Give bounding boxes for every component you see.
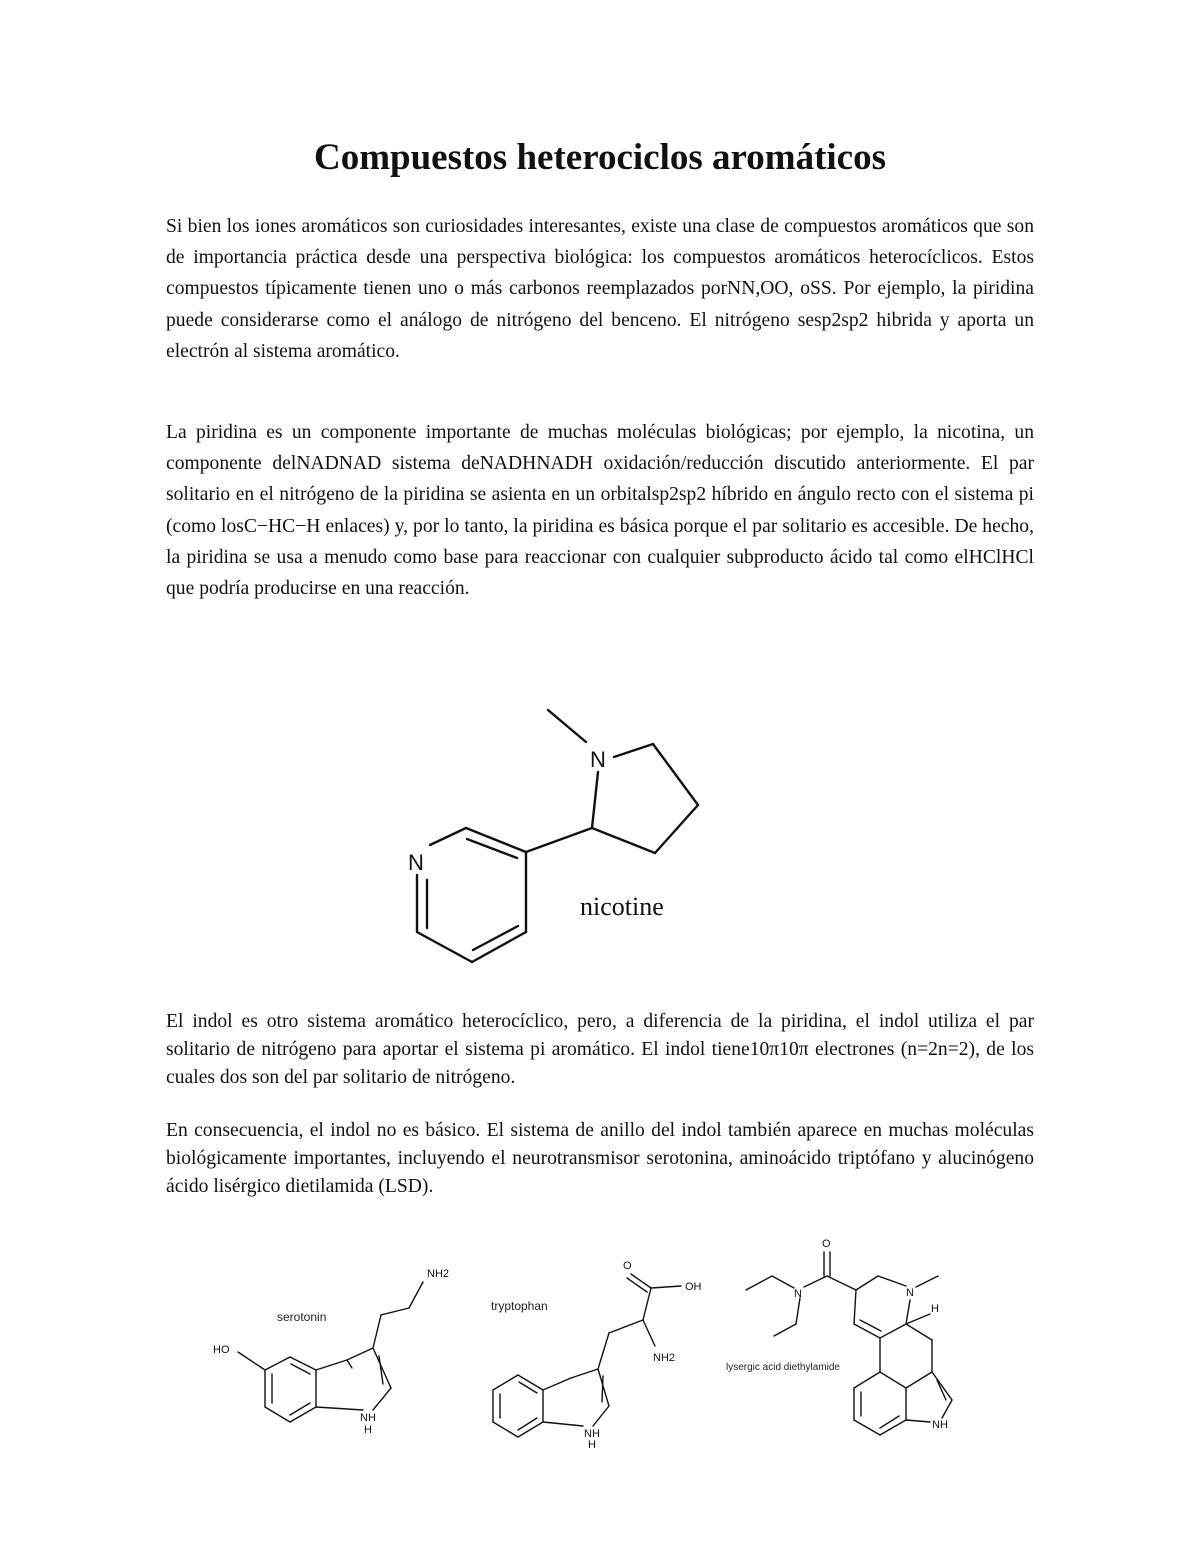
- page-title: Compuestos heterociclos aromáticos: [313, 137, 887, 178]
- serotonin-atom-nh2: NH2: [427, 1268, 450, 1280]
- lsd-caption: lysergic acid diethylamide: [726, 1362, 840, 1373]
- nicotine-structure: [400, 700, 700, 970]
- lsd-structure: [720, 1232, 970, 1454]
- paragraph-indole-biological: En consecuencia, el indol no es básico. El sistema de anillo del indol también aparece en muchas moléculas biológicamente importantes, incluyendo el neurotransmisor serotonina, aminoácido triptófano y alucinógeno ácido lisérgico dietilamida (LSD).: [166, 1120, 1034, 1197]
- nicotine-atom-n-ring: N: [590, 747, 606, 772]
- nicotine-caption: nicotine: [580, 892, 664, 921]
- paragraph-pyridine: La piridina es un componente importante de muchas moléculas biológicas; por ejemplo, la nicotina, un componente delNADNAD sistema deNADHNADH oxidación/reducción discutido anteriormente. El par solitario en el nitrógeno de la piridina se asienta en un orbitalsp2sp2 híbrido en ángulo recto con el sistema pi (como losC−HC−H enlaces) y, por lo tanto, la piridina es básica porque el par solitario es accesible. De hecho, la piridina se usa a menudo como base para reaccionar con cualquier subproducto ácido tal como elHClHCl que podría producirse en una reacción.: [166, 422, 1034, 600]
- nicotine-atom-n-pyridine: N: [408, 850, 424, 875]
- lsd-atom-ring-n: N: [906, 1287, 914, 1299]
- tryptophan-caption: tryptophan: [491, 1299, 548, 1313]
- tryptophan-atom-o: O: [623, 1260, 632, 1272]
- serotonin-atom-h: H: [364, 1424, 372, 1436]
- tryptophan-atom-nh2: NH2: [653, 1352, 676, 1364]
- lsd-atom-o: O: [822, 1238, 831, 1250]
- tryptophan-structure: [485, 1250, 715, 1455]
- tryptophan-atom-h: H: [588, 1439, 596, 1451]
- serotonin-atom-nh: NH: [360, 1412, 376, 1424]
- serotonin-structure: [205, 1260, 465, 1450]
- paragraph-indole: El indol es otro sistema aromático heterocíclico, pero, a diferencia de la piridina, el indol utiliza el par solitario de nitrógeno para aportar el sistema pi aromático. El indol tiene10π10π electrones (n=2n=2), de los cuales dos son del par solitario de nitrógeno.: [166, 1011, 1034, 1088]
- tryptophan-atom-oh: OH: [685, 1281, 702, 1293]
- paragraph-aromatic-heterocycles: Si bien los iones aromáticos son curiosidades interesantes, existe una clase de compuestos aromáticos que son de importancia práctica desde una perspectiva biológica: los compuestos aromáticos heterocíclicos. Estos compuestos típicamente tienen uno o más carbonos reemplazados porNN,OO, oSS. Por ejemplo, la piridina puede considerarse como el análogo de nitrógeno del benceno. El nitrógeno sesp2sp2 hibrida y aporta un electrón al sistema aromático.: [166, 216, 1034, 362]
- serotonin-caption: serotonin: [277, 1310, 327, 1324]
- lsd-atom-h: H: [931, 1303, 939, 1315]
- lsd-atom-nh: NH: [932, 1419, 948, 1431]
- lsd-atom-amide-n: N: [794, 1288, 802, 1300]
- serotonin-atom-ho: HO: [213, 1344, 230, 1356]
- tryptophan-atom-nh: NH: [584, 1428, 600, 1440]
